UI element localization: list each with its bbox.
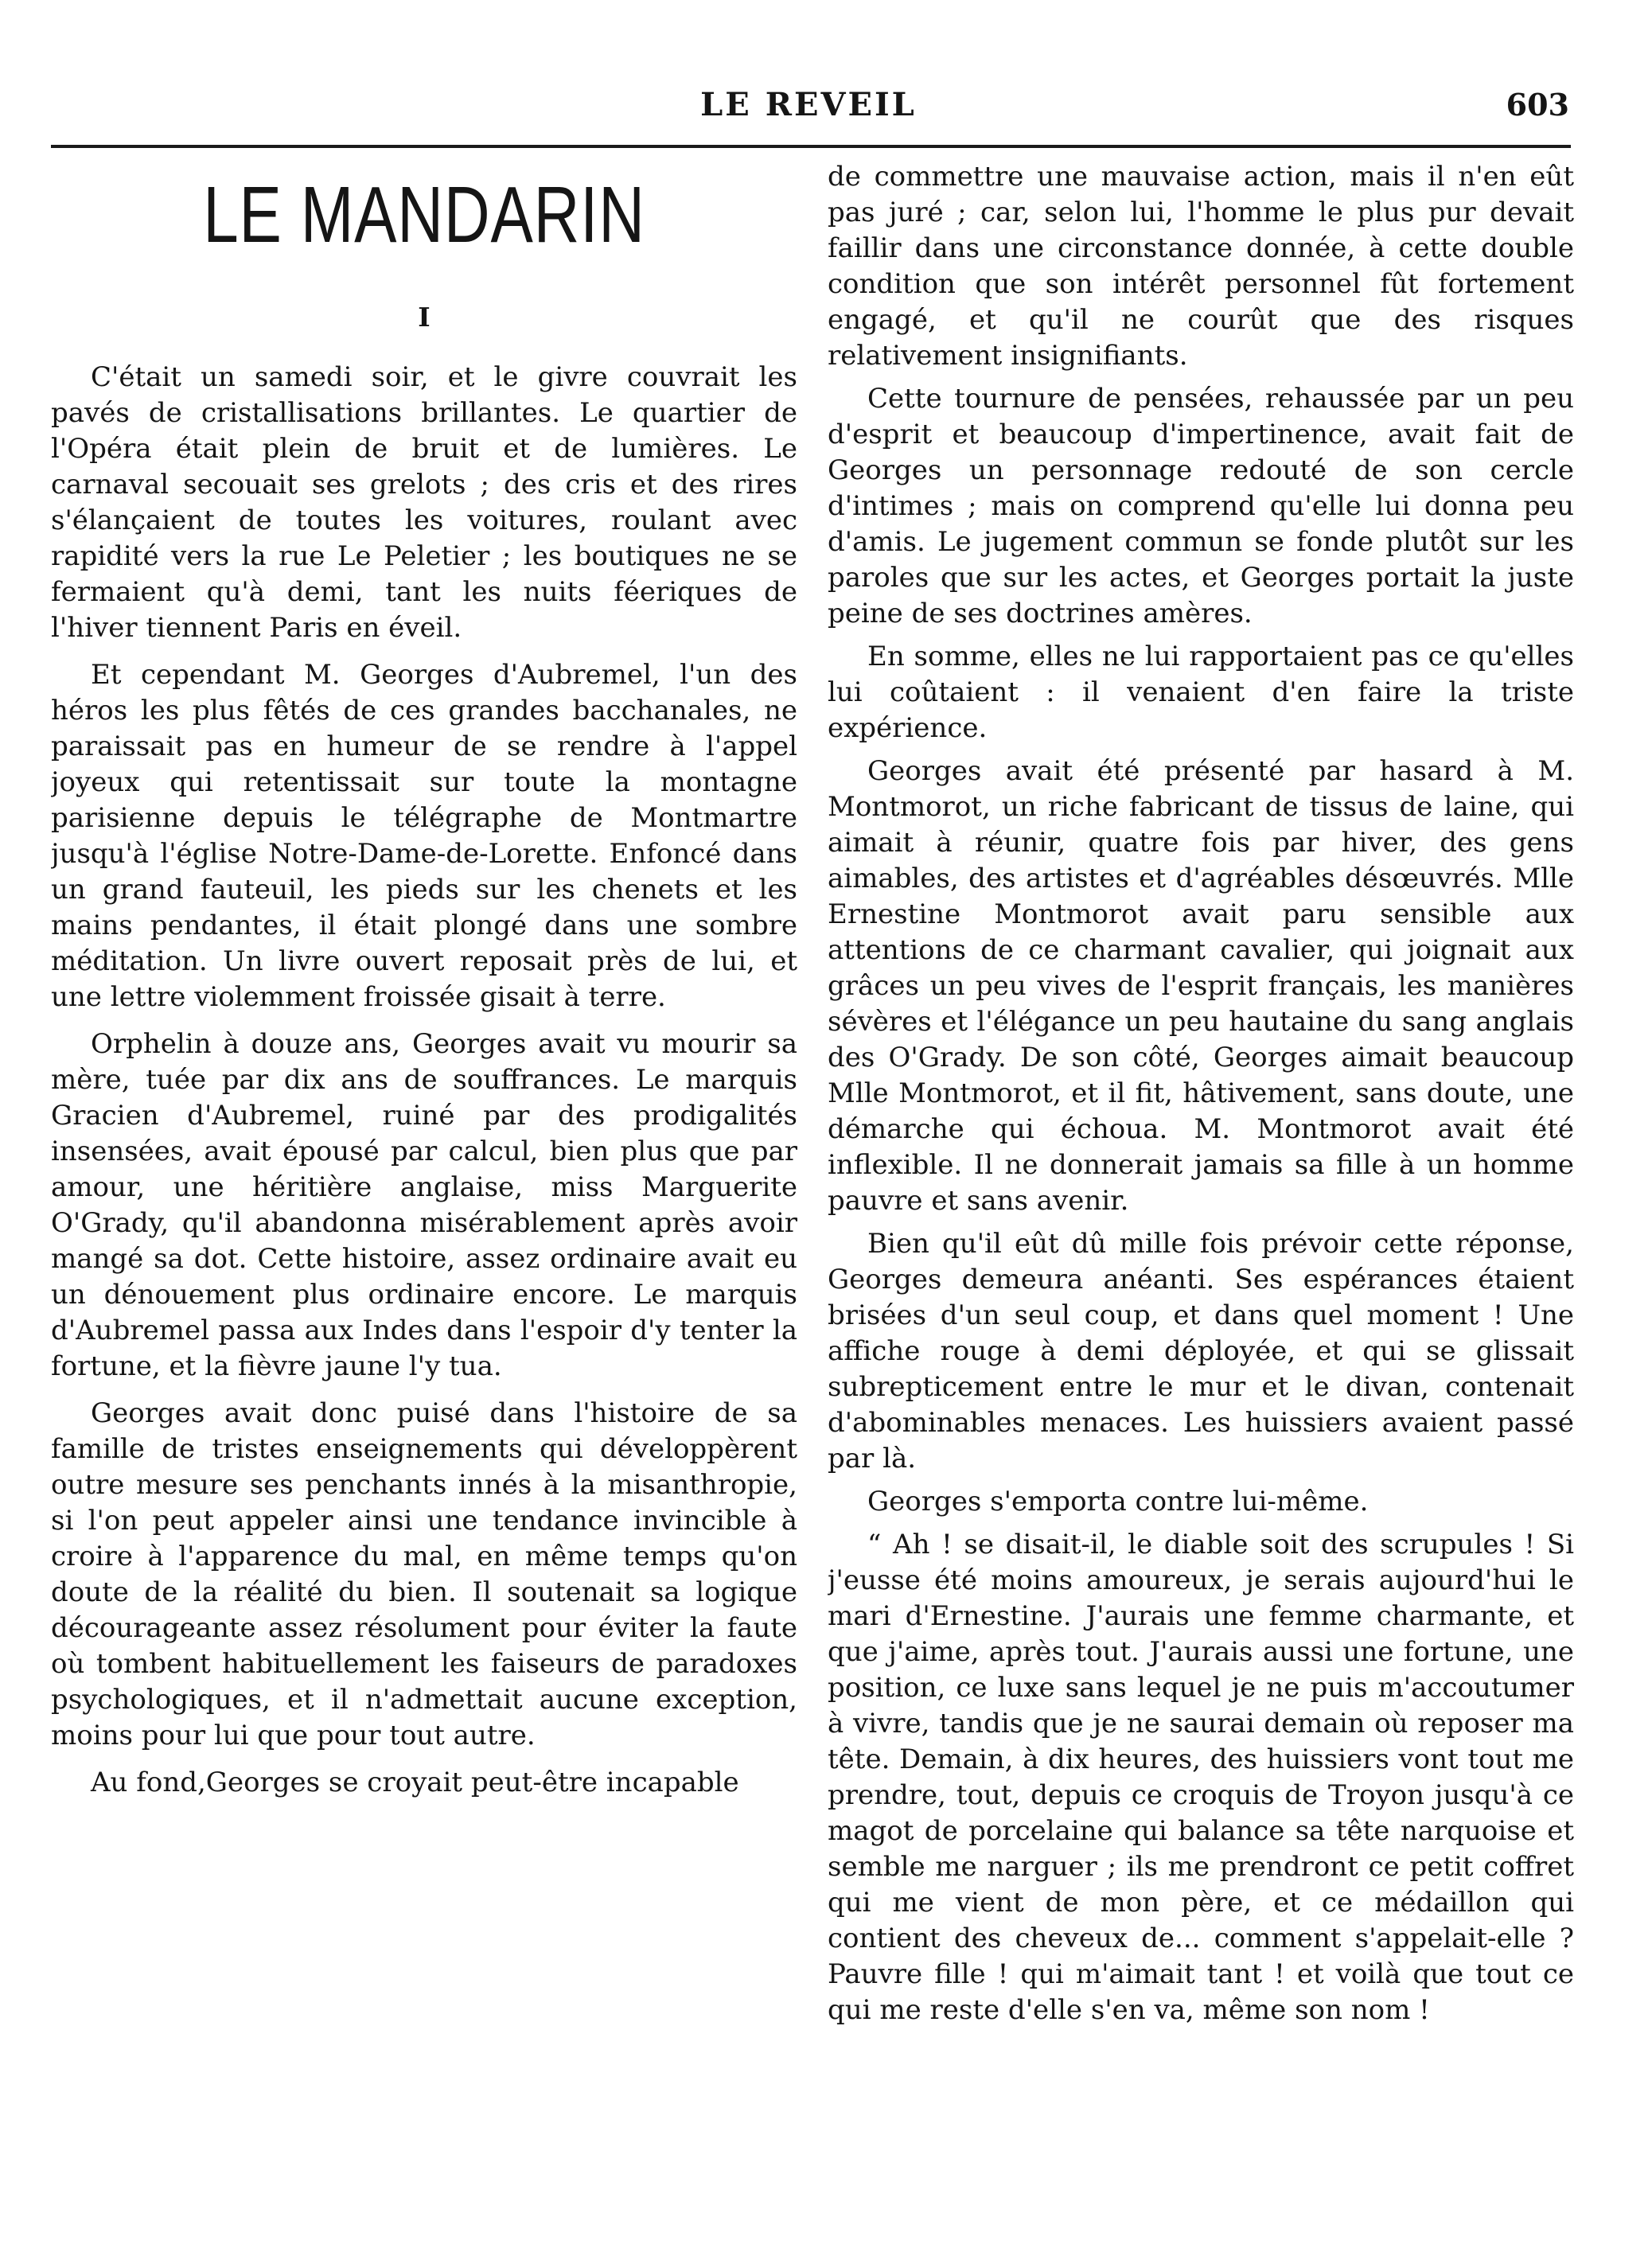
left-column [51,159,797,2196]
paragraph: Bien qu'il eût dû mille fois prévoir cette réponse, Georges demeura anéanti. Ses espérances étaient brisées d'un seul coup, et dans quel moment ! Une affiche rouge à demi déployée, et qui se glissait subrepticement entre le mur et le divan, contenait d'abominables menaces. Les huissiers avaient passé par là. [828,1228,1574,1475]
paragraph: Georges avait été présenté par hasard à M. Montmorot, un riche fabricant de tissus de laine, qui aimait à réunir, quatre fois par hiver, des gens aimables, des artistes et d'agréables désœuvrés. Mlle Ernestine Montmorot avait paru sensible aux attentions de ce charmant cavalier, qui joignait aux grâces un peu vives de l'esprit français, les manières sévères et l'élégance un peu hautaine du sang anglais des O'Grady. De son côté, Georges aimait beaucoup Mlle Montmorot, et il fit, hâtivement, sans doute, une démarche qui échoua. M. Montmorot avait été inflexible. Il ne donnerait jamais sa fille à un homme pauvre et sans avenir. [828,755,1574,1217]
paragraph: En somme, elles ne lui rapportaient pas ce qu'elles lui coûtaient : il venaient d'en faire la triste expérience. [828,641,1574,744]
article-title: LE MANDARIN [203,170,645,259]
paragraph: Cette tournure de pensées, rehaussée par un peu d'esprit et beaucoup d'impertinence, avait fait de Georges un personnage redouté de son cercle d'intimes ; mais on comprend qu'elle lui donna peu d'amis. Le jugement commun se fonde plutôt sur les paroles que sur les actes, et Georges portait la juste peine de ses doctrines amères. [828,383,1574,629]
right-column [828,159,1574,2196]
paragraph: Georges avait donc puisé dans l'histoire de sa famille de tristes enseignements qui développèrent outre mesure ses penchants innés à la misanthropie, si l'on peut appeler ainsi une tendance invincible à croire à l'apparence du mal, en même temps qu'on doute de la réalité du bien. Il soutenait sa logique décourageante assez résolument pour éviter la faute où tombent habituellement les faiseurs de paradoxes psychologiques, et il n'admettait aucune exception, moins pour lui que pour tout autre. [51,1397,797,1751]
paragraph: Au fond,Georges se croyait peut-être incapable [91,1767,739,1798]
paragraph: Georges s'emporta contre lui-même. [867,1486,1369,1517]
running-head [48,83,1569,127]
chapter-numeral: I [418,302,431,333]
paragraph: “ Ah ! se disait-il, le diable soit des scrupules ! Si j'eusse été moins amoureux, je serais aujourd'hui le mari d'Ernestine. J'aurais une femme charmante, et que j'aime, après tout. J'aurais aussi une fortune, une position, ce luxe sans lequel je ne puis m'accoutumer à vivre, tandis que je ne saurai demain où reposer ma tête. Demain, à dix heures, des huissiers vont tout me prendre, tout, depuis ce croquis de Troyon jusqu'à ce magot de porcelaine qui balance sa tête narquoise et semble me narguer ; ils me prendront ce petit coffret qui me vient de mon père, et ce médaillon qui contient des cheveux de... comment s'appelait-elle ? Pauvre fille ! qui m'aimait tant ! et voilà que tout ce qui me reste d'elle s'en va, même son nom ! [828,1529,1574,2026]
paragraph-continued: de commettre une mauvaise action, mais il n'en eût pas juré ; car, selon lui, l'homme le plus pur devait faillir dans une circonstance donnée, à cette double condition que son intérêt personnel fût fortement engagé, et qu'il ne courût que des risques relativement insignifiants. [828,161,1574,372]
paragraph: C'était un samedi soir, et le givre couvrait les pavés de cristallisations brillantes. Le quartier de l'Opéra était plein de bruit et de lumières. Le carnaval secouait ses grelots ; des cris et des rires s'élançaient de toutes les voitures, roulant avec rapidité vers la rue Le Peletier ; les boutiques ne se fermaient qu'à demi, tant les nuits féeriques de l'hiver tiennent Paris en éveil. [51,361,797,644]
journal-title: LE REVEIL [700,86,917,123]
page-number: 603 [1506,87,1569,123]
paragraph: Orphelin à douze ans, Georges avait vu mourir sa mère, tuée par dix ans de souffrances. Le marquis Gracien d'Aubremel, ruiné par des prodigalités insensées, avait épousé par calcul, bien plus que par amour, une héritière anglaise, miss Marguerite O'Grady, qu'il abandonna misérablement après avoir mangé sa dot. Cette histoire, assez ordinaire avait eu un dénouement plus ordinaire encore. Le marquis d'Aubremel passa aux Indes dans l'espoir d'y tenter la fortune, et la fièvre jaune l'y tua. [51,1028,797,1382]
paragraph: Et cependant M. Georges d'Aubremel, l'un des héros les plus fêtés de ces grandes bacchanales, ne paraissait pas en humeur de se rendre à l'appel joyeux qui retentissait sur toute la montagne parisienne depuis le télégraphe de Montmartre jusqu'à l'église Notre-Dame-de-Lorette. Enfoncé dans un grand fauteuil, les pieds sur les chenets et les mains pendantes, il était plongé dans une sombre méditation. Un livre ouvert reposait près de lui, et une lettre violemment froissée gisait à terre. [51,659,797,1013]
header-rule [51,145,1571,148]
